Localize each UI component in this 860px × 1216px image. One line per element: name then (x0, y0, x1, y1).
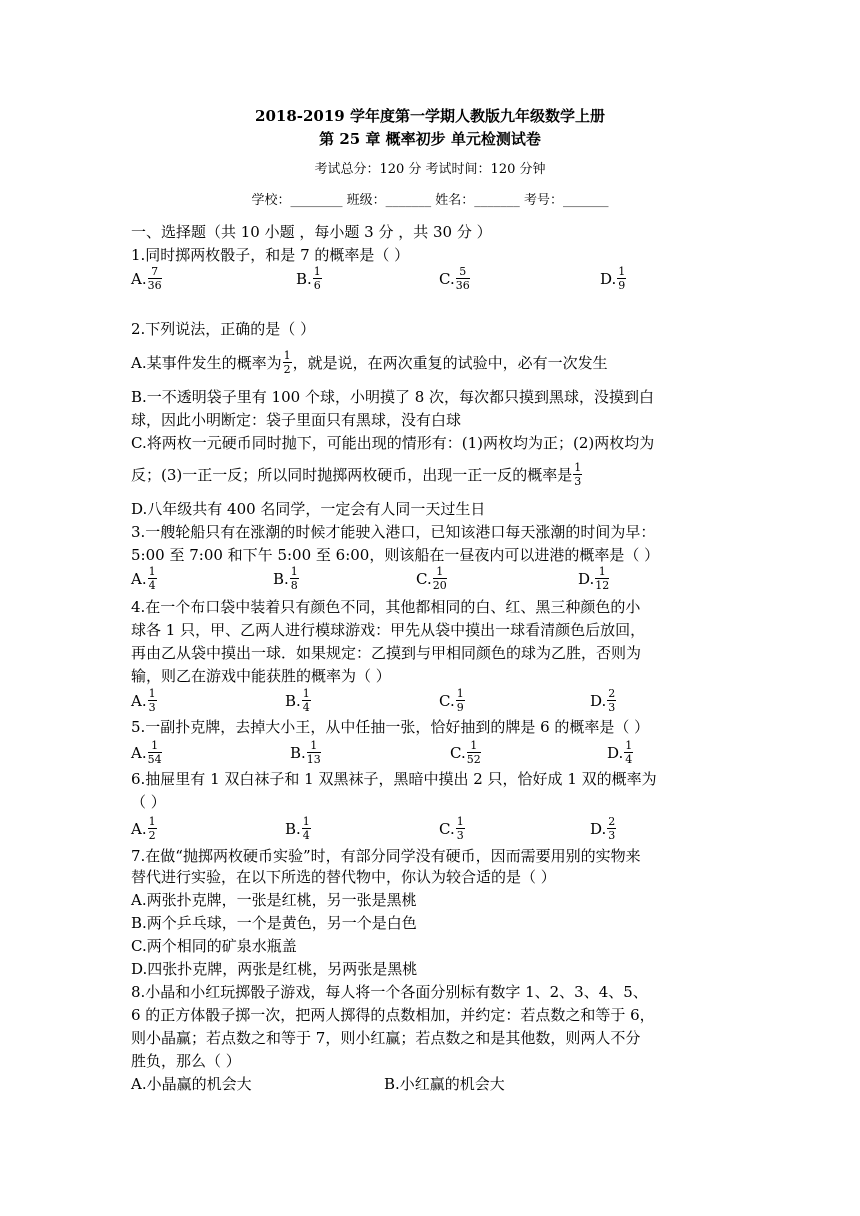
denominator: 3 (608, 701, 616, 714)
option-label: B. (285, 819, 301, 838)
denominator: 9 (618, 279, 626, 292)
denominator: 52 (466, 753, 481, 766)
fraction (607, 688, 616, 713)
q4-stem-line4: 输，则乙在游戏中能获胜的概率为（ ） (131, 667, 391, 685)
numerator: 1 (433, 566, 447, 579)
option-label: B. (285, 691, 301, 710)
q3-option-d (578, 566, 610, 591)
denominator: 20 (432, 579, 447, 592)
fraction (467, 740, 481, 765)
denominator: 3 (148, 701, 156, 714)
fraction (573, 462, 582, 487)
numerator: 1 (467, 740, 481, 753)
fraction (290, 566, 299, 591)
option-label: A. (131, 819, 147, 838)
numerator: 2 (608, 815, 616, 828)
q7-stem-line1: 7.在做“抛掷两枚硬币实验”时，有部分同学没有硬币，因而需要用别的实物来 (131, 847, 641, 865)
option-label: A. (131, 569, 147, 588)
fraction (624, 740, 633, 765)
option-label: D. (607, 743, 624, 762)
denominator: 4 (625, 753, 633, 766)
denominator: 2 (283, 363, 291, 376)
option-text: ，就是说，在两次重复的试验中，必有一次发生 (292, 353, 608, 372)
fraction (456, 816, 465, 841)
q4-option-b (285, 688, 312, 713)
fraction (148, 566, 157, 591)
q3-stem-line2: 5:00 至 7:00 和下午 5:00 至 6:00，则该船在一昼夜内可以进港的概率是（ ） (131, 546, 660, 564)
fraction (148, 816, 157, 841)
q7-stem-line2: 替代进行实验，在以下所选的替代物中，你认为较合适的是（ ） (131, 868, 556, 886)
numerator: 1 (313, 265, 321, 278)
q6-option-d (590, 816, 617, 841)
option-label: C. (439, 269, 455, 288)
denominator: 4 (302, 829, 310, 842)
numerator: 1 (307, 740, 321, 753)
q1-stem: 1.同时掷两枚骰子，和是 7 的概率是（ ） (131, 246, 410, 264)
denominator: 9 (456, 701, 464, 714)
option-label: D. (578, 569, 595, 588)
numerator: 1 (283, 349, 291, 362)
fraction (302, 688, 311, 713)
q2-option-b-line2: 球，因此小明断定：袋子里面只有黑球，没有白球 (131, 411, 462, 429)
option-label: A. (131, 743, 147, 762)
fraction (595, 566, 609, 591)
q5-option-c (450, 740, 482, 765)
q1-option-a (131, 266, 163, 291)
q5-stem: 5.一副扑克牌，去掉大小王，从中任抽一张，恰好抽到的牌是 6 的概率是（ ） (131, 718, 650, 736)
q4-option-c (439, 688, 466, 713)
denominator: 2 (148, 829, 156, 842)
numerator: 1 (290, 565, 298, 578)
numerator: 1 (302, 815, 310, 828)
numerator: 1 (148, 815, 156, 828)
denominator: 6 (313, 279, 321, 292)
denominator: 4 (302, 701, 310, 714)
numerator: 2 (608, 687, 616, 700)
q4-option-d (590, 688, 617, 713)
option-label: C. (416, 569, 432, 588)
option-label: C. (439, 819, 455, 838)
option-label: A. (131, 691, 147, 710)
q5-option-a (131, 740, 163, 765)
denominator: 3 (456, 829, 464, 842)
numerator: 1 (456, 815, 464, 828)
fraction (302, 816, 311, 841)
fraction (148, 688, 157, 713)
denominator: 12 (595, 579, 610, 592)
option-label: D. (600, 269, 617, 288)
q4-stem-line2: 球各 1 只，甲、乙两人进行模球游戏：甲先从袋中摸出一球看清颜色后放回， (131, 621, 646, 639)
option-label: B. (273, 569, 289, 588)
q2-option-c-line2 (131, 462, 583, 487)
option-label: B. (290, 743, 306, 762)
numerator: 1 (302, 687, 310, 700)
option-text: 反；(3)一正一反；所以同时抛掷两枚硬币，出现一正一反的概率是 (131, 465, 573, 484)
q3-option-b (273, 566, 300, 591)
numerator: 1 (456, 687, 464, 700)
q8-stem-line3: 则小晶赢；若点数之和等于 7，则小红赢；若点数之和是其他数，则两人不分 (131, 1029, 641, 1047)
option-label: C. (439, 691, 455, 710)
exam-info: 考试总分：120 分 考试时间：120 分钟 (314, 162, 546, 177)
q7-option-d: D.四张扑克牌，两张是红桃，另两张是黑桃 (131, 960, 418, 978)
denominator: 54 (147, 753, 162, 766)
option-label: D. (590, 819, 607, 838)
denominator: 8 (290, 579, 298, 592)
fraction (283, 350, 292, 375)
q6-stem-line2: （ ） (131, 793, 166, 811)
q7-option-c: C.两个相同的矿泉水瓶盖 (131, 937, 297, 955)
fraction (313, 266, 322, 291)
numerator: 1 (574, 461, 582, 474)
numerator: 1 (625, 739, 633, 752)
q1-option-d (600, 266, 627, 291)
q6-option-b (285, 816, 312, 841)
numerator: 1 (595, 566, 609, 579)
q8-stem-line1: 8.小晶和小红玩掷骰子游戏，每人将一个各面分别标有数字 1、2、3、4、5、 (131, 983, 648, 1001)
fraction (307, 740, 321, 765)
option-label: C. (450, 743, 466, 762)
denominator: 36 (147, 279, 162, 292)
numerator: 1 (148, 687, 156, 700)
option-label: D. (590, 691, 607, 710)
q5-option-b (290, 740, 322, 765)
q3-stem-line1: 3.一艘轮船只有在涨潮的时候才能驶入港口，已知该港口每天涨潮的时间为早： (131, 523, 656, 541)
q4-stem-line3: 再由乙从袋中摸出一球．如果规定：乙摸到与甲相同颜色的球为乙胜，否则为 (131, 644, 642, 662)
q3-option-a (131, 566, 158, 591)
fraction (148, 740, 162, 765)
q3-option-c (416, 566, 448, 591)
q6-option-a (131, 816, 158, 841)
numerator: 1 (618, 265, 626, 278)
q4-option-a (131, 688, 158, 713)
q7-option-a: A.两张扑克牌，一张是红桃，另一张是黑桃 (131, 891, 417, 909)
q2-stem: 2.下列说法，正确的是（ ） (131, 320, 316, 338)
q6-option-c (439, 816, 466, 841)
q8-stem-line4: 胜负，那么（ ） (131, 1052, 241, 1070)
q1-option-b (296, 266, 323, 291)
fraction (456, 266, 470, 291)
denominator: 3 (574, 475, 582, 488)
q7-option-b: B.两个乒乓球，一个是黄色，另一个是白色 (131, 914, 417, 932)
q6-stem-line1: 6.抽屉里有 1 双白袜子和 1 双黑袜子，黑暗中摸出 2 只，恰好成 1 双的概率为 (131, 770, 657, 788)
fraction (607, 816, 616, 841)
numerator: 5 (456, 266, 470, 279)
denominator: 4 (148, 579, 156, 592)
option-label: B. (296, 269, 312, 288)
q8-stem-line2: 6 的正方体骰子掷一次，把两人掷得的点数相加，并约定：若点数之和等于 6， (131, 1006, 655, 1024)
exam-title-line2: 第 25 章 概率初步 单元检测试卷 (319, 130, 541, 148)
fraction (433, 566, 447, 591)
numerator: 1 (148, 740, 162, 753)
q8-option-b: B.小红赢的机会大 (384, 1075, 505, 1093)
section-heading: 一、选择题（共 10 小题 ，每小题 3 分 ，共 30 分 ） (131, 223, 492, 241)
fraction (456, 688, 465, 713)
fraction (148, 266, 162, 291)
denominator: 13 (306, 753, 321, 766)
q2-option-d: D.八年级共有 400 名同学，一定会有人同一天过生日 (131, 500, 486, 518)
exam-title-line1: 2018-2019 学年度第一学期人教版九年级数学上册 (255, 107, 605, 125)
q2-option-c-line1: C.将两枚一元硬币同时抛下，可能出现的情形有：(1)两枚均为正；(2)两枚均为 (131, 434, 655, 452)
q4-stem-line1: 4.在一个布口袋中装着只有颜色不同，其他都相同的白、红、黑三种颜色的小 (131, 598, 641, 616)
fraction (617, 266, 626, 291)
option-label: A. (131, 269, 147, 288)
denominator: 3 (608, 829, 616, 842)
q2-option-a (131, 350, 608, 375)
q5-option-d (607, 740, 634, 765)
option-text: A.某事件发生的概率为 (131, 353, 282, 372)
numerator: 7 (148, 266, 162, 279)
q2-option-b-line1: B.一不透明袋子里有 100 个球，小明摸了 8 次，每次都只摸到黑球，没摸到白 (131, 388, 655, 406)
denominator: 36 (455, 279, 470, 292)
numerator: 1 (148, 565, 156, 578)
q8-option-a: A.小晶赢的机会大 (131, 1075, 252, 1093)
student-info: 学校：________ 班级：_______ 姓名：_______ 考号：_______ (251, 193, 609, 208)
q1-option-c (439, 266, 471, 291)
